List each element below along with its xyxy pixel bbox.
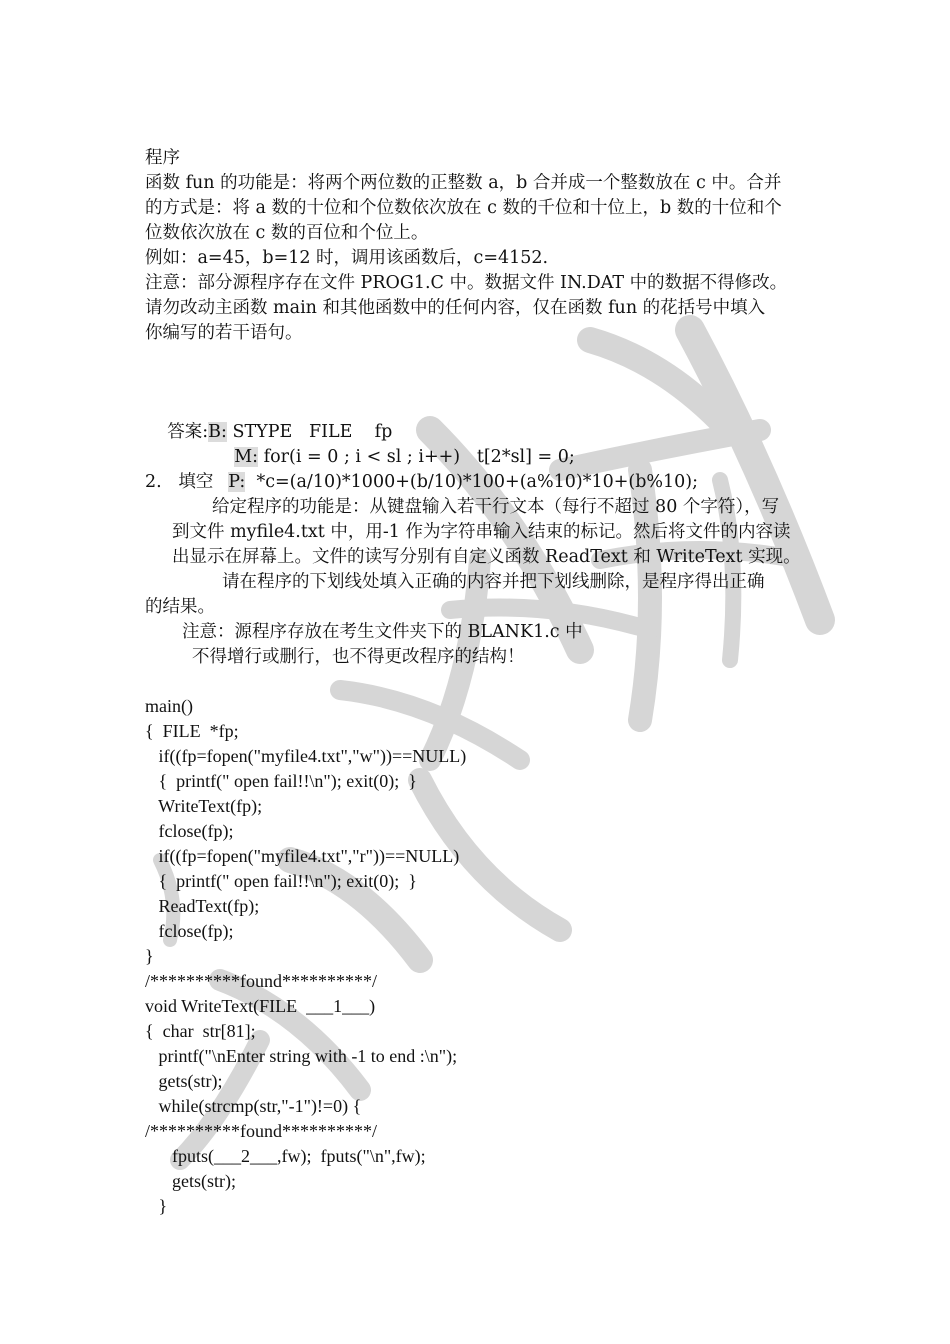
code-line: } [145,946,154,966]
code-line: { printf(" open fail!!\n"); exit(0); } [145,871,417,891]
intro-heading: 程序 [145,148,180,168]
section-heading: 2. 填空 [145,472,214,492]
code-line: } [145,1196,168,1216]
answer-m-tag: M: [234,447,259,467]
answer-p-text: *c=(a/10)*1000+(b/10)*100+(a%10)*10+(b%10); [245,472,699,492]
code-line: fputs(___2___,fw); fputs("\n",fw); [145,1146,426,1166]
answer-label: 答案: [167,422,209,442]
section-note: 不得增行或删行，也不得更改程序的结构！ [192,647,525,667]
code-line: WriteText(fp); [145,796,263,816]
section-paragraph-line: 请在程序的下划线处填入正确的内容并把下划线删除，是程序得出正确 [222,572,765,592]
intro-line: 位数依次放在 c 数的百位和个位上。 [145,223,429,243]
code-line: if((fp=fopen("myfile4.txt","w"))==NULL) [145,746,467,766]
code-line: void WriteText(FILE ___1___) [145,996,376,1016]
code-line: { printf(" open fail!!\n"); exit(0); } [145,771,417,791]
code-line: { char str[81]; [145,1021,256,1041]
intro-note: 请勿改动主函数 main 和其他函数中的任何内容，仅在函数 fun 的花括号中填入 [145,298,766,318]
intro-note: 你编写的若干语句。 [145,323,303,343]
code-line: ReadText(fp); [145,896,260,916]
intro-note: 注意：部分源程序存在文件 PROG1.C 中。数据文件 IN.DAT 中的数据不得修改。 [145,273,788,293]
intro-line: 的方式是：将 a 数的十位和个位数依次放在 c 数的千位和十位上，b 数的十位和个 [145,198,782,218]
section-paragraph-line: 到文件 myfile4.txt 中，用-1 作为字符串输入结束的标记。然后将文件的内容读 [172,522,791,542]
section-paragraph-line: 出显示在屏幕上。文件的读写分别有自定义函数 ReadText 和 WriteText 实现。 [172,547,801,567]
code-line: printf("\nEnter string with -1 to end :\n"); [145,1046,458,1066]
code-line: while(strcmp(str,"-1")!=0) { [145,1096,362,1116]
code-line: gets(str); [145,1171,236,1191]
answer-p-tag: P: [228,472,246,492]
code-line: main() [145,696,193,716]
code-line: gets(str); [145,1071,223,1091]
code-line: if((fp=fopen("myfile4.txt","r"))==NULL) [145,846,460,866]
section-note: 注意：源程序存放在考生文件夹下的 BLANK1.c 中 [182,622,583,642]
answer-b-text: STYPE FILE fp [226,422,393,442]
code-found-comment: /**********found**********/ [145,1121,377,1141]
code-line: { FILE *fp; [145,721,239,741]
intro-line: 函数 fun 的功能是：将两个两位数的正整数 a，b 合并成一个整数放在 c 中。合并 [145,173,782,193]
code-line: fclose(fp); [145,921,234,941]
answer-m-text: for(i = 0 ; i < sl ; i++) t[2*sl] = 0; [258,447,575,467]
intro-example: 例如：a=45，b=12 时，调用该函数后，c=4152. [145,248,549,268]
code-found-comment: /**********found**********/ [145,971,377,991]
section-paragraph-line: 的结果。 [145,597,215,617]
answer-b-tag: B: [208,422,227,442]
section-paragraph-line: 给定程序的功能是：从键盘输入若干行文本（每行不超过 80 个字符），写 [212,497,780,517]
code-line: fclose(fp); [145,821,234,841]
